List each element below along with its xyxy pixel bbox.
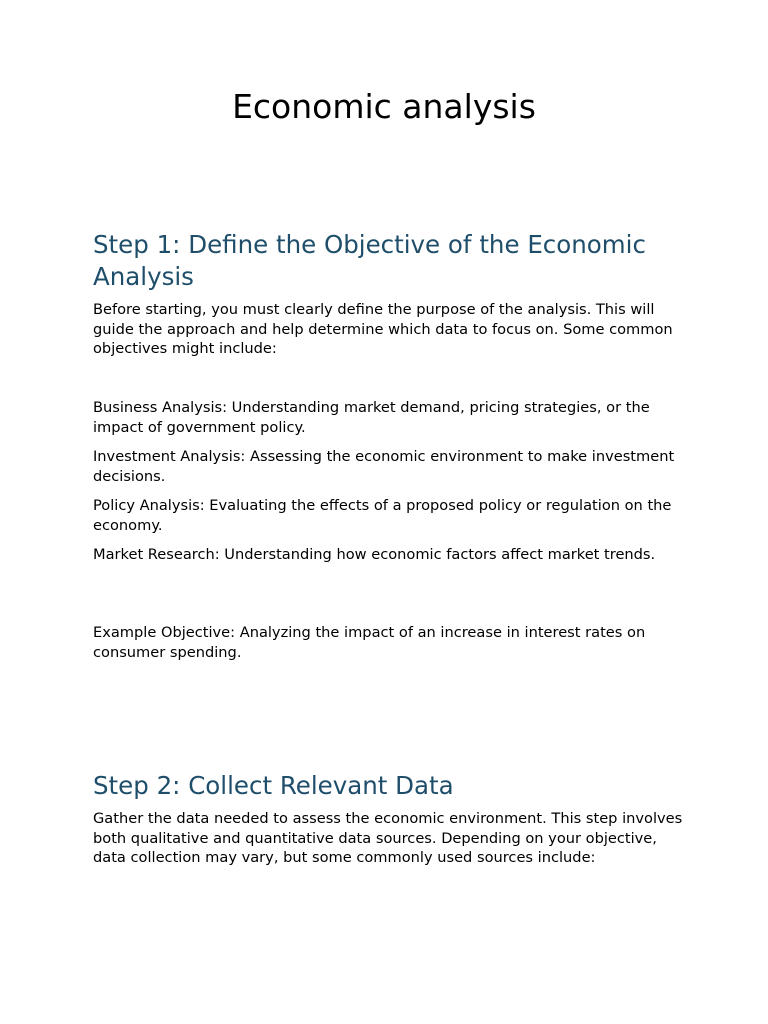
- objective-item-market-research: Market Research: Understanding how economic factors affect market trends.: [93, 546, 656, 563]
- objective-item-business: Business Analysis: Understanding market demand, pricing strategies, or the impact of government policy.: [93, 399, 650, 436]
- step1-intro: Before starting, you must clearly define the purpose of the analysis. This will guide the approach and help determine which data to focus on. Some common objectives might include:: [93, 301, 673, 357]
- objective-item-investment: Investment Analysis: Assessing the economic environment to make investment decisions.: [93, 448, 675, 485]
- document-title: Economic analysis: [232, 87, 536, 126]
- example-objective: Example Objective: Analyzing the impact of an increase in interest rates on consumer spending.: [93, 624, 646, 661]
- step1-heading: Step 1: Define the Objective of the Economic Analysis: [93, 230, 646, 291]
- objective-item-policy: Policy Analysis: Evaluating the effects of a proposed policy or regulation on the economy.: [93, 497, 672, 534]
- step2-heading: Step 2: Collect Relevant Data: [93, 771, 454, 800]
- step2-intro: Gather the data needed to assess the economic environment. This step involves both qualitative and quantitative data sources. Depending on your objective, data collection may vary, but some commonly used sources include:: [93, 810, 683, 866]
